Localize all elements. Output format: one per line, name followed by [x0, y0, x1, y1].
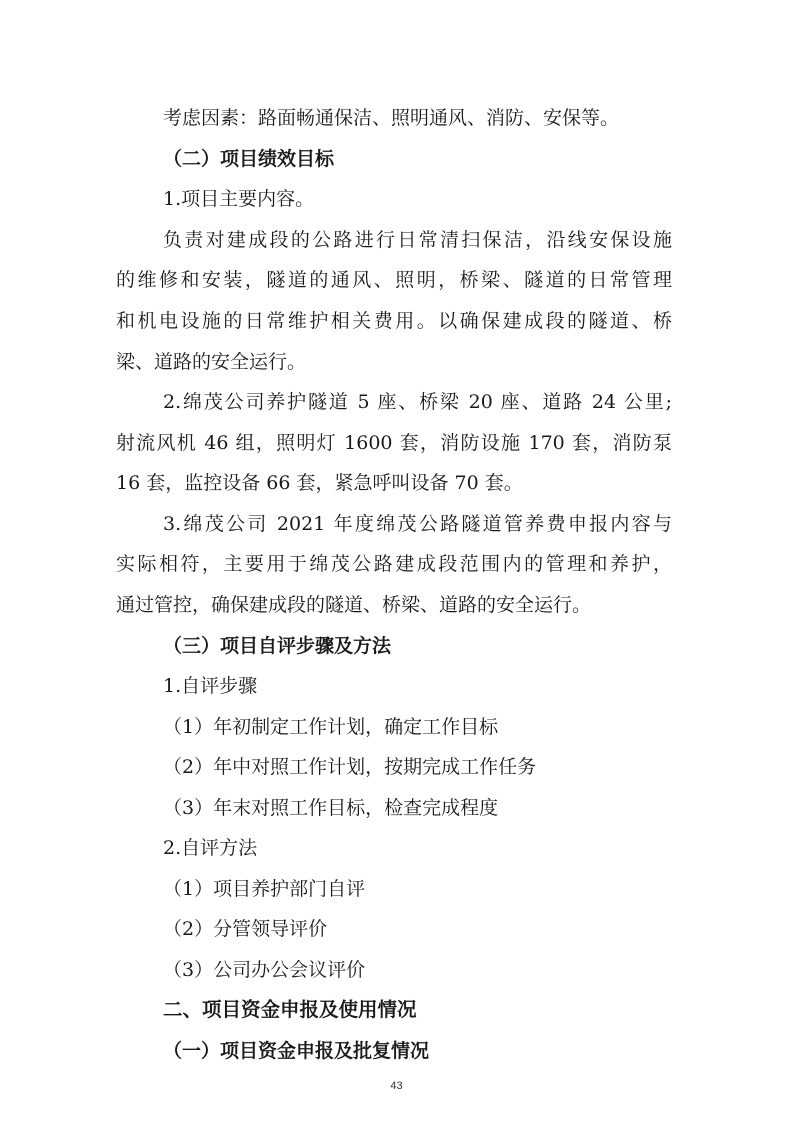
text-line: 1.项目主要内容。	[163, 188, 315, 210]
section-heading: （二）项目绩效目标	[163, 148, 335, 170]
list-item: （1）年初制定工作计划，确定工作目标	[163, 716, 499, 738]
text-line: 3.绵茂公司 2021 年度绵茂公路隧道管养费申报内容与	[163, 513, 672, 535]
text-line: 和机电设施的日常维护相关费用。以确保建成段的隧道、桥	[116, 310, 672, 332]
chapter-heading: 二、项目资金申报及使用情况	[163, 998, 417, 1021]
text-line: 负责对建成段的公路进行日常清扫保洁，沿线安保设施	[163, 229, 672, 251]
text-line: 考虑因素：路面畅通保洁、照明通风、消防、安保等。	[163, 107, 620, 129]
text-line: 的维修和安装，隧道的通风、照明，桥梁、隧道的日常管理	[116, 269, 672, 291]
text-line: 实际相符，主要用于绵茂公路建成段范围内的管理和养护，	[116, 553, 672, 575]
list-item: （2）年中对照工作计划，按期完成工作任务	[163, 756, 537, 778]
section-heading: （三）项目自评步骤及方法	[163, 635, 392, 657]
section-heading: （一）项目资金申报及批复情况	[163, 1040, 430, 1062]
text-line: 2.绵茂公司养护隧道 5 座、桥梁 20 座、道路 24 公里;	[163, 391, 672, 413]
text-line: 2.自评方法	[163, 837, 258, 859]
text-line: 射流风机 46 组，照明灯 1600 套，消防设施 170 套，消防泵	[116, 432, 672, 454]
page-number: 43	[390, 1080, 403, 1092]
list-item: （3）年末对照工作目标，检查完成程度	[163, 797, 499, 819]
text-line: 通过管控，确保建成段的隧道、桥梁、道路的安全运行。	[116, 594, 592, 616]
list-item: （3）公司办公会议评价	[163, 959, 366, 981]
text-line: 1.自评步骤	[163, 675, 258, 697]
list-item: （2）分管领导评价	[163, 918, 328, 940]
list-item: （1）项目养护部门自评	[163, 878, 366, 900]
text-line: 梁、道路的安全运行。	[116, 351, 307, 373]
text-line: 16 套，监控设备 66 套，紧急呼叫设备 70 套。	[116, 472, 523, 494]
